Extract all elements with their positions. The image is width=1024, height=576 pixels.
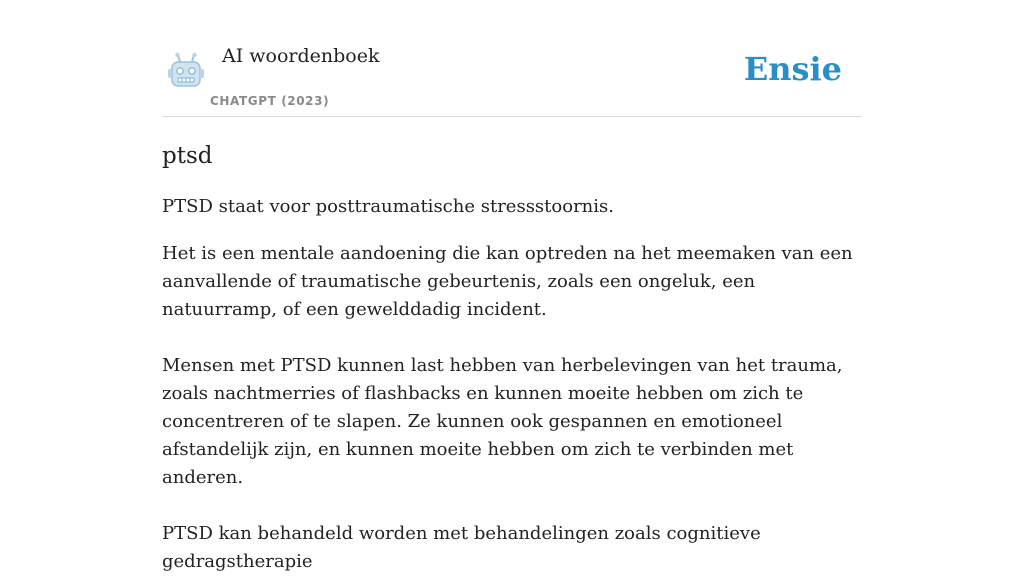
definition-paragraph: Het is een mentale aandoening die kan optreden na het meemaken van een aanvallende of traumatische gebeurtenis, zoals een ongeluk, een natuurramp, of een gewelddadig incident.	[162, 243, 853, 320]
dictionary-title[interactable]: AI woordenboek	[222, 45, 380, 67]
entry-headword: ptsd	[162, 143, 213, 169]
entry-definition	[162, 193, 862, 576]
definition-paragraph: Mensen met PTSD kunnen last hebben van herbelevingen van het trauma, zoals nachtmerries of flashbacks en kunnen moeite hebben om zich te concentreren of te slapen. Ze kunnen ook gespannen en emotioneel afstandelijk zijn, en kunnen moeite hebben om zich te verbinden met anderen.	[162, 355, 843, 488]
robot-icon	[166, 52, 206, 90]
dictionary-source: CHATGPT (2023)	[210, 94, 330, 108]
ensie-logo-link[interactable]: Ensie	[743, 50, 842, 88]
page-container	[162, 0, 862, 576]
dictionary-header	[162, 0, 862, 117]
definition-paragraph: PTSD kan behandeld worden met behandelingen zoals cognitieve gedragstherapie	[162, 523, 761, 572]
definition-paragraph: PTSD staat voor posttraumatische stressstoornis.	[162, 196, 614, 217]
